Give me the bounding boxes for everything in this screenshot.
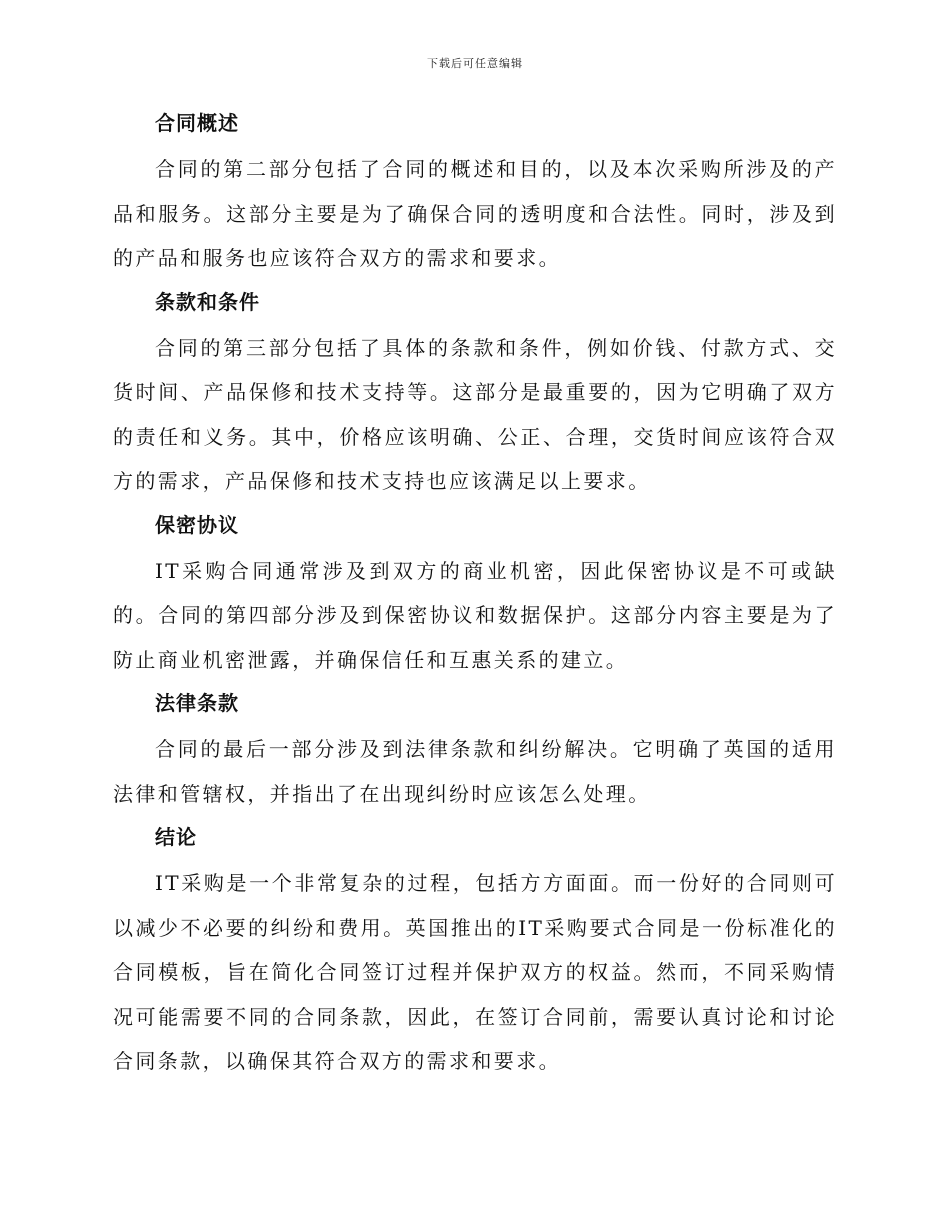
section-heading-terms: 条款和条件 — [155, 289, 260, 314]
section-paragraph-legal: 合同的最后一部分涉及到法律条款和纠纷解决。它明确了英国的适用法律和管辖权，并指出了在出现纠纷时应该怎么处理。 — [113, 737, 837, 806]
document-body — [113, 108, 837, 1084]
header-note: 下载后可任意编辑 — [427, 57, 523, 70]
section-heading-confidentiality: 保密协议 — [155, 512, 239, 537]
section-paragraph-terms: 合同的第三部分包括了具体的条款和条件，例如价钱、付款方式、交货时间、产品保修和技术支持等。这部分是最重要的，因为它明确了双方的责任和义务。其中，价格应该明确、公正、合理，交货时间应该符合双方的需求，产品保修和技术支持也应该满足以上要求。 — [113, 335, 837, 493]
section-paragraph-confidentiality: IT采购合同通常涉及到双方的商业机密，因此保密协议是不可或缺的。合同的第四部分涉及到保密协议和数据保护。这部分内容主要是为了防止商业机密泄露，并确保信任和互惠关系的建立。 — [113, 558, 837, 672]
section-heading-legal: 法律条款 — [155, 691, 239, 715]
section-paragraph-conclusion: IT采购是一个非常复杂的过程，包括方方面面。而一份好的合同则可以减少不必要的纠纷和费用。英国推出的IT采购要式合同是一份标准化的合同模板，旨在简化合同签订过程并保护双方的权益。然而，不同采购情况可能需要不同的合同条款，因此，在签订合同前，需要认真讨论和讨论合同条款，以确保其符合双方的需求和要求。 — [113, 871, 837, 1073]
section-paragraph-overview: 合同的第二部分包括了合同的概述和目的，以及本次采购所涉及的产品和服务。这部分主要是为了确保合同的透明度和合法性。同时，涉及到的产品和服务也应该符合双方的需求和要求。 — [113, 157, 837, 270]
section-heading-conclusion: 结论 — [155, 825, 197, 849]
section-heading-overview: 合同概述 — [155, 111, 239, 135]
